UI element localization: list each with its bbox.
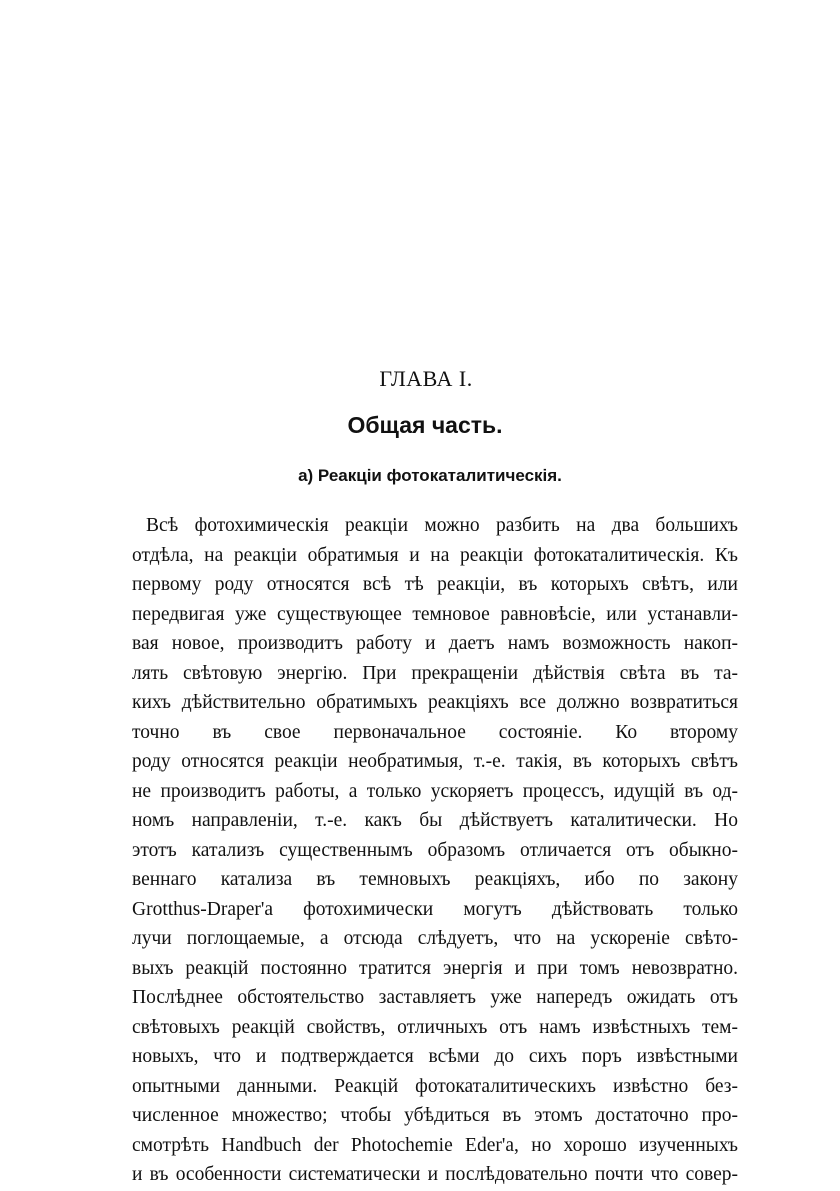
text-line: кихъ дѣйствительно обратимыхъ реакціяхъ все должно возвратиться [132, 692, 738, 713]
text-line: численное множество; чтобы убѣдиться въ этомъ достаточно про- [132, 1105, 738, 1126]
text-line: передвигая уже существующее темновое равновѣсіе, или устанавли- [132, 603, 738, 625]
text-line: точно въ свое первоначальное состояніе. Ко второму [132, 721, 738, 743]
chapter-title: Общая часть. [347, 412, 503, 438]
text-line: смотрѣть Handbuch der Photochemie Eder'а, но хорошо изученныхъ [132, 1134, 738, 1156]
section-title: а) Реакціи фотокаталитическія. [298, 466, 562, 485]
text-line: лучи поглощаемые, а отсюда слѣдуетъ, что на ускореніе свѣто- [132, 928, 738, 949]
text-line: лять свѣтовую энергію. При прекращеніи дѣйствія свѣта въ та- [132, 662, 738, 684]
chapter-label: ГЛАВА I. [379, 366, 473, 391]
text-line: Всѣ фотохимическія реакціи можно разбить на два большихъ [146, 515, 738, 536]
text-line: этотъ катализъ существеннымъ образомъ отличается отъ обыкно- [132, 839, 738, 861]
text-line: первому роду относятся всѣ тѣ реакціи, въ которыхъ свѣтъ, или [132, 574, 738, 595]
paragraph [132, 511, 738, 1190]
text-line: роду относятся реакціи необратимыя, т.-е. такія, въ которыхъ свѣтъ [132, 751, 738, 772]
text-line: номъ направленіи, т.-е. какъ бы дѣйствуетъ каталитически. Но [132, 810, 738, 831]
text-line: и въ особенности систематически и послѣдовательно почти что совер- [132, 1164, 738, 1185]
text-line: вая новое, производитъ работу и даетъ намъ возможность накоп- [132, 633, 738, 654]
text-line: Grotthus-Draper'а фотохимически могутъ дѣйствовать только [132, 898, 738, 920]
text-line: новыхъ, что и подтверждается всѣми до сихъ поръ извѣстными [132, 1046, 738, 1067]
text-line: выхъ реакцій постоянно тратится энергія и при томъ невозвратно. [132, 957, 738, 979]
text-line: не производитъ работы, а только ускоряетъ процессъ, идущій въ од- [132, 780, 738, 802]
text-line: опытными данными. Реакцій фотокаталитическихъ извѣстно без- [132, 1075, 738, 1097]
text-line: Послѣднее обстоятельство заставляетъ уже напередъ ожидать отъ [132, 987, 738, 1008]
text-line: веннаго катализа въ темновыхъ реакціяхъ, ибо по закону [132, 869, 738, 890]
text-line: свѣтовыхъ реакцій свойствъ, отличныхъ отъ намъ извѣстныхъ тем- [132, 1016, 738, 1038]
text-line: отдѣла, на реакціи обратимыя и на реакціи фотокаталитическія. Къ [132, 544, 738, 566]
